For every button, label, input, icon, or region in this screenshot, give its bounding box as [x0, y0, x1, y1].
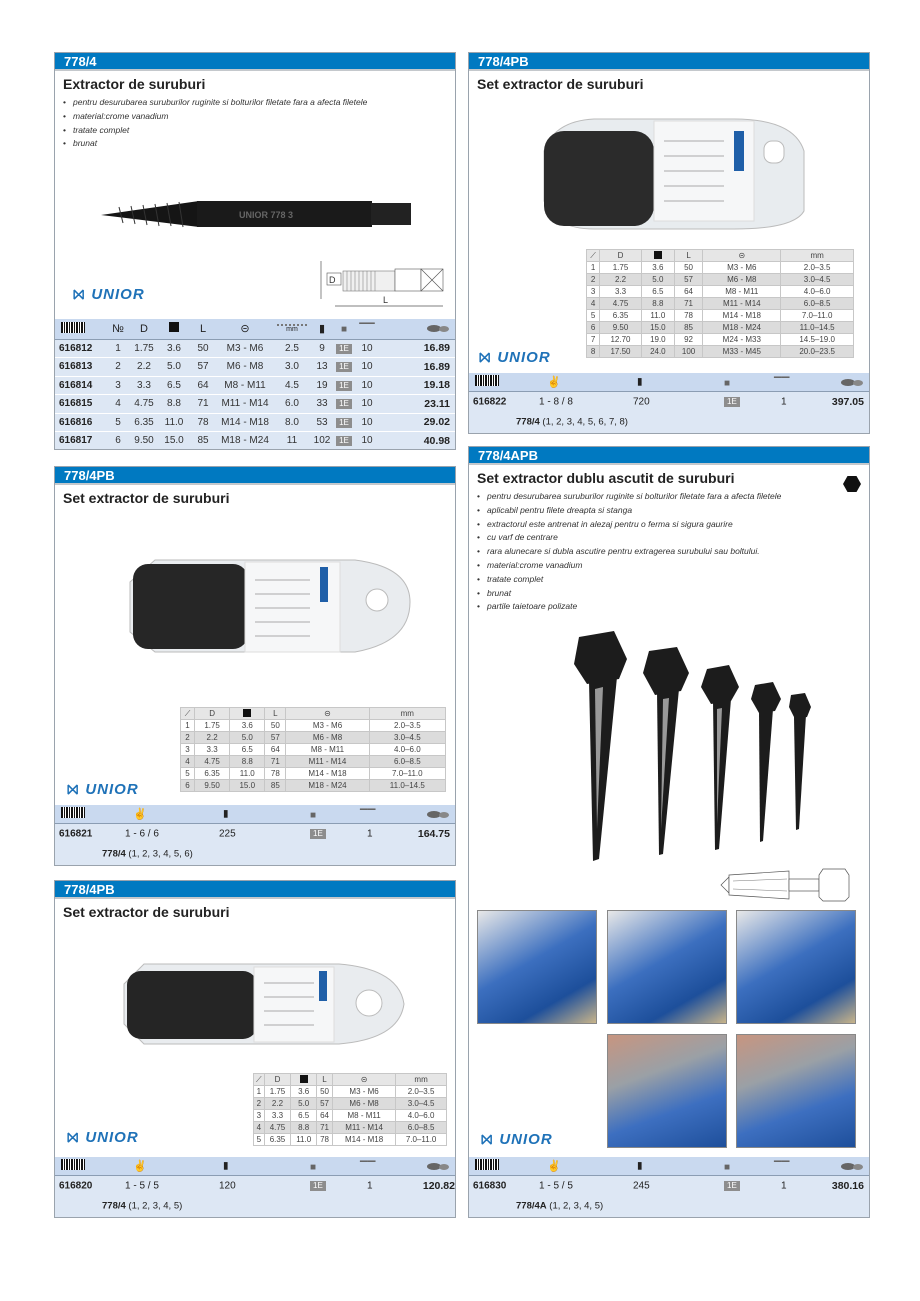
package-icon: ■ — [310, 810, 317, 821]
double-edge-extractors-image — [559, 629, 819, 864]
table-row: 1 1.75 3.6 50 M3 - M6 2.0–3.5 — [181, 720, 446, 732]
pack-badge: 1E — [336, 362, 352, 372]
screw-thread-icon: ⊝ — [703, 250, 781, 262]
unior-logo: ⨝ UNIOR — [479, 349, 551, 366]
price-coins-icon — [379, 319, 455, 339]
pack-badge: 1E — [336, 381, 352, 391]
usage-photo-tap-wrench — [736, 910, 856, 1024]
product-panel-778-4pb-5 — [54, 880, 456, 1218]
feature-item: • brunat — [477, 587, 787, 601]
table-row: 2 2.2 5.0 57 M6 - M8 3.0–4.5 — [181, 732, 446, 744]
table-row: 3 3.3 6.5 64 M8 - M11 4.0–6.0 — [254, 1110, 447, 1122]
square-drive-icon — [159, 319, 189, 339]
barcode-icon — [475, 1157, 499, 1175]
set-order-info — [55, 805, 455, 866]
contents-code: 778/4 — [102, 848, 126, 860]
pack-badge: 1E — [310, 829, 326, 839]
unior-logo-icon: ⨝ — [481, 1131, 494, 1147]
pack-badge: 1E — [310, 1181, 326, 1191]
weight-icon: ▮ — [311, 319, 333, 339]
price-value: 397.05 — [831, 396, 864, 408]
extractor-dimension-diagram — [317, 259, 447, 314]
svg-text:D: D — [329, 275, 336, 285]
product-title: Extractor de suruburi — [63, 76, 206, 92]
weight-value: 225 — [219, 828, 236, 840]
drill-size-header: mm — [369, 708, 445, 720]
quantity-icon: ▔▔ — [774, 378, 790, 389]
product-variants-table — [55, 319, 455, 450]
package-icon: ■ — [724, 1162, 731, 1173]
package-icon: ■ — [310, 1162, 317, 1173]
feature-item: • tratate complet — [477, 573, 787, 587]
unior-logo-icon: ⨝ — [67, 781, 80, 797]
feature-list — [469, 486, 869, 614]
pieces-count: 1 - 5 / 5 — [539, 1180, 573, 1192]
unior-logo: ⨝ UNIOR — [67, 1129, 139, 1146]
weight-icon: ▮ — [637, 376, 643, 388]
usage-photo-insert-extractor — [607, 1034, 727, 1148]
pack-badge: 1E — [336, 436, 352, 446]
spec-table: ⟋ D L ⊝ mm 1 1.75 3.6 50 M3 - M6 2.0–3.5 2 2.2 5.0 57 M6 - M8 3.0–4.5 3 3.3 6.5 64 M8 - M11 4.0–6.0 4 4.75 8.8 71 M11 - M14 6.0–8.5 5 6.35 11.0 78 M14 - M18 7.0–11.0 6 9.50 15.0 85 M18 - M24 11.0–14.5 7 12.70 19.0 92 M24 - M33 14.5–19.0 8 17.50 24.0 100 M33 - M45 20.0–23.5 — [586, 249, 854, 358]
pack-badge: 1E — [336, 399, 352, 409]
price-value: 164.75 — [417, 828, 450, 840]
article-code: 616821 — [59, 828, 93, 840]
unior-logo: ⨝ UNIOR — [67, 781, 139, 798]
price-coins-icon — [841, 1157, 863, 1175]
svg-text:UNIOR 778 3: UNIOR 778 3 — [239, 210, 294, 220]
pack-badge: 1E — [724, 397, 740, 407]
set-package-image — [119, 959, 409, 1049]
table-row: 3 3.3 6.5 64 M8 - M11 4.0–6.0 — [181, 744, 446, 756]
square-drive-icon — [641, 250, 674, 262]
unior-logo: ⨝ UNIOR — [481, 1131, 553, 1148]
screw-thread-icon: ⊝ — [333, 1074, 396, 1086]
table-row: 616815 4 4.75 8.8 71 M11 - M14 6.0 33 1E 10 23.11 — [55, 395, 455, 414]
table-row: 6 9.50 15.0 85 M18 - M24 11.0–14.5 — [587, 322, 854, 334]
table-row: 5 6.35 11.0 78 M14 - M18 7.0–11.0 — [254, 1134, 447, 1146]
extractor-icon: ⟋ — [181, 708, 195, 720]
product-panel-778-4pb-6 — [54, 466, 456, 866]
pieces-hand-icon: ✌ — [547, 376, 561, 389]
unior-logo-icon: ⨝ — [67, 1129, 80, 1145]
feature-item: • pentru desurubarea suruburilor ruginite si bolturilor filetate fara a afecta filetele — [63, 96, 373, 110]
table-row: 5 6.35 11.0 78 M14 - M18 7.0–11.0 — [181, 768, 446, 780]
quantity-value: 1 — [781, 396, 787, 408]
spec-table: ⟋ D L ⊝ mm 1 1.75 3.6 50 M3 - M6 2.0–3.5 2 2.2 5.0 57 M6 - M8 3.0–4.5 3 3.3 6.5 64 M8 - M11 4.0–6.0 4 4.75 8.8 71 M11 - M14 6.0–8.5 5 6.35 11.0 78 M14 - M18 7.0–11.0 6 9.50 15.0 85 M18 - M24 11.0–14.5 — [180, 707, 446, 792]
product-panel-778-4pb-8 — [468, 52, 870, 434]
quantity-icon: ▔▔ — [360, 1162, 376, 1173]
drill-size-header: mm — [781, 250, 854, 262]
table-row: 616817 6 9.50 15.0 85 M18 - M24 11 102 1E 10 40.98 — [55, 432, 455, 451]
feature-item: • tratate complet — [63, 124, 373, 138]
price-value: 120.82 — [422, 1180, 455, 1192]
article-code: 616820 — [59, 1180, 93, 1192]
feature-item: • brunat — [63, 137, 373, 151]
feature-item: • aplicabil pentru filete dreapta si stanga — [477, 504, 787, 518]
contents-code: 778/4 — [102, 1200, 126, 1212]
barcode-icon — [61, 805, 85, 823]
table-row: 1 1.75 3.6 50 M3 - M6 2.0–3.5 — [587, 262, 854, 274]
screw-thread-icon: ⊝ — [286, 708, 369, 720]
price-coins-icon — [427, 1157, 449, 1175]
barcode-icon — [61, 1157, 85, 1175]
table-row: 7 12.70 19.0 92 M24 - M33 14.5–19.0 — [587, 334, 854, 346]
table-row: 2 2.2 5.0 57 M6 - M8 3.0–4.5 — [587, 274, 854, 286]
screw-thread-icon: ⊝ — [217, 319, 273, 339]
product-title: Set extractor de suruburi — [63, 490, 230, 506]
table-row: 6 9.50 15.0 85 M18 - M24 11.0–14.5 — [181, 780, 446, 792]
drill-size-header: mm — [273, 319, 311, 339]
diameter-header: D — [129, 319, 159, 339]
pack-badge: 1E — [724, 1181, 740, 1191]
unior-logo-icon: ⨝ — [73, 286, 86, 302]
usage-photo-extract-screw — [736, 1034, 856, 1148]
unior-logo: ⨝ UNIOR — [73, 286, 145, 303]
extractor-product-image — [99, 193, 411, 233]
usage-photo-drilling — [607, 910, 727, 1024]
feature-item: • partile taietoare polizate — [477, 600, 787, 614]
weight-icon: ▮ — [223, 1160, 229, 1172]
square-drive-icon — [230, 708, 265, 720]
product-title: Set extractor de suruburi — [477, 76, 644, 92]
quantity-value: 1 — [781, 1180, 787, 1192]
contents-list: (1, 2, 3, 4, 5, 6) — [128, 848, 193, 860]
price-value: 380.16 — [831, 1180, 864, 1192]
package-icon: ■ — [333, 319, 355, 339]
contents-list: (1, 2, 3, 4, 5, 6, 7, 8) — [542, 416, 628, 428]
feature-list — [55, 92, 455, 151]
extractor-icon: ⟋ — [254, 1074, 265, 1086]
table-row: 2 2.2 5.0 57 M6 - M8 3.0–4.5 — [254, 1098, 447, 1110]
length-header: L — [189, 319, 217, 339]
weight-value: 245 — [633, 1180, 650, 1192]
barcode-icon — [55, 319, 107, 339]
weight-value: 720 — [633, 396, 650, 408]
pieces-count: 1 - 5 / 5 — [125, 1180, 159, 1192]
weight-value: 120 — [219, 1180, 236, 1192]
quantity-icon: ▔▔ — [355, 319, 379, 339]
unior-logo-icon: ⨝ — [479, 349, 492, 365]
table-row: 8 17.50 24.0 100 M33 - M45 20.0–23.5 — [587, 346, 854, 358]
pieces-count: 1 - 6 / 6 — [125, 828, 159, 840]
contents-list: (1, 2, 3, 4, 5) — [128, 1200, 183, 1212]
table-row: 616813 2 2.2 5.0 57 M6 - M8 3.0 13 1E 10 16.89 — [55, 358, 455, 377]
feature-item: • extractorul este antrenat in alezaj pentru o ferma si sigura gaurire — [477, 518, 787, 532]
price-coins-icon — [427, 805, 449, 823]
drill-size-header: mm — [396, 1074, 447, 1086]
square-drive-icon — [291, 1074, 317, 1086]
pieces-count: 1 - 8 / 8 — [539, 396, 573, 408]
weight-icon: ▮ — [637, 1160, 643, 1172]
quantity-icon: ▔▔ — [774, 1162, 790, 1173]
product-code-header: 778/4PB — [55, 881, 455, 899]
barcode-icon — [475, 373, 499, 391]
svg-text:L: L — [383, 295, 389, 305]
article-code: 616822 — [473, 396, 507, 408]
feature-item: • material:crome vanadium — [477, 559, 787, 573]
set-order-info — [469, 373, 869, 434]
table-row: 4 4.75 8.8 71 M11 - M14 6.0–8.5 — [181, 756, 446, 768]
feature-item: • rara alunecare si dubla ascutire pentru extragerea surubului sau boltului. — [477, 545, 787, 559]
pieces-hand-icon: ✌ — [133, 808, 147, 821]
pack-badge: 1E — [336, 418, 352, 428]
extractor-outline-diagram — [719, 867, 859, 903]
table-row: 616816 5 6.35 11.0 78 M14 - M18 8.0 53 1E 10 29.02 — [55, 413, 455, 432]
set-order-info — [469, 1157, 869, 1218]
quantity-icon: ▔▔ — [360, 810, 376, 821]
package-icon: ■ — [724, 378, 731, 389]
product-title: Set extractor de suruburi — [63, 904, 230, 920]
pack-badge: 1E — [336, 344, 352, 354]
contents-code: 778/4A — [516, 1200, 547, 1212]
usage-photo-vise — [477, 910, 597, 1024]
price-coins-icon — [841, 373, 863, 391]
product-panel-778-4apb — [468, 446, 870, 1218]
product-code-header: 778/4PB — [469, 53, 869, 71]
contents-code: 778/4 — [516, 416, 540, 428]
feature-item: • cu varf de centrare — [477, 531, 787, 545]
product-code-header: 778/4 — [55, 53, 455, 71]
table-row: 616812 1 1.75 3.6 50 M3 - M6 2.5 9 1E 10 16.89 — [55, 339, 455, 358]
quantity-value: 1 — [367, 1180, 373, 1192]
hexagon-shank-icon — [843, 475, 861, 493]
product-code-header: 778/4PB — [55, 467, 455, 485]
spec-table: ⟋ D L ⊝ mm 1 1.75 3.6 50 M3 - M6 2.0–3.5 2 2.2 5.0 57 M6 - M8 3.0–4.5 3 3.3 6.5 64 M8 - M11 4.0–6.0 4 4.75 8.8 71 M11 - M14 6.0–8.5 5 6.35 11.0 78 M14 - M18 7.0–11.0 — [253, 1073, 447, 1146]
number-header: № — [107, 319, 129, 339]
table-row: 3 3.3 6.5 64 M8 - M11 4.0–6.0 — [587, 286, 854, 298]
extractor-icon: ⟋ — [587, 250, 600, 262]
product-title: Set extractor dublu ascutit de suruburi — [477, 470, 735, 486]
set-order-info — [55, 1157, 455, 1218]
weight-icon: ▮ — [223, 808, 229, 820]
table-row: 1 1.75 3.6 50 M3 - M6 2.0–3.5 — [254, 1086, 447, 1098]
quantity-value: 1 — [367, 828, 373, 840]
table-row: 5 6.35 11.0 78 M14 - M18 7.0–11.0 — [587, 310, 854, 322]
set-package-image — [125, 552, 415, 662]
table-row: 616814 3 3.3 6.5 64 M8 - M11 4.5 19 1E 10 19.18 — [55, 376, 455, 395]
feature-item: • pentru desurubarea suruburilor ruginite si bolturilor filetate fara a afecta filetele — [477, 490, 787, 504]
feature-item: • material:crome vanadium — [63, 110, 373, 124]
table-row: 4 4.75 8.8 71 M11 - M14 6.0–8.5 — [587, 298, 854, 310]
pieces-hand-icon: ✌ — [133, 1160, 147, 1173]
product-code-header: 778/4APB — [469, 447, 869, 465]
contents-list: (1, 2, 3, 4, 5) — [549, 1200, 604, 1212]
article-code: 616830 — [473, 1180, 507, 1192]
pieces-hand-icon: ✌ — [547, 1160, 561, 1173]
product-panel-778-4 — [54, 52, 456, 450]
set-package-image — [534, 111, 809, 231]
table-row: 4 4.75 8.8 71 M11 - M14 6.0–8.5 — [254, 1122, 447, 1134]
